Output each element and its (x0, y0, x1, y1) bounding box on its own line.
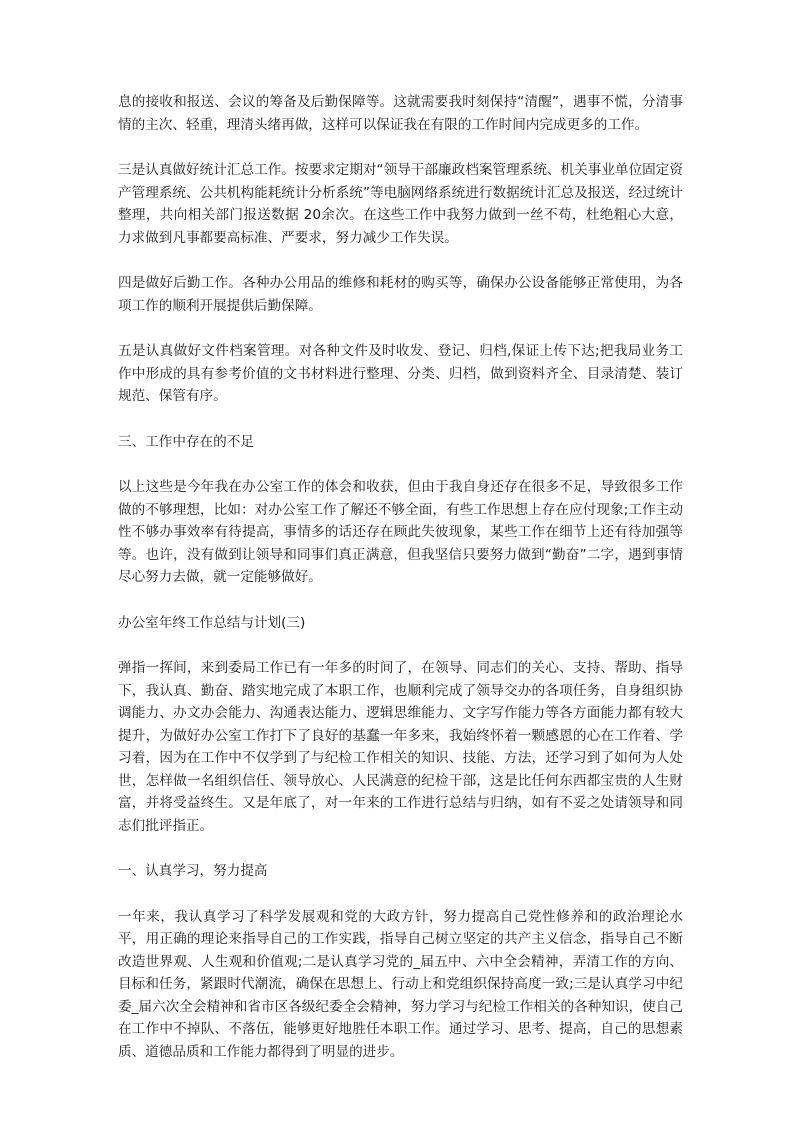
paragraph-study: 一年来，我认真学习了科学发展观和党的大政方针，努力提高自己党性修养和的政治理论水平，用正确的理论来指导自己的工作实践，指导自己树立坚定的共产主义信念，指导自己不断改造世界观、人生观和价值观;二是认真学习党的_届五中、六中全会精神，弄清工作的方向、目标和任务，紧跟时代潮流，确保在思想上、行动上和党组织保持高度一致;三是认真学习中纪委_届六次全会精神和省市区各级纪委全会精神，努力学习与纪检工作相关的各种知识，使自己在工作中不掉队、不落伍，能够更好地胜任本职工作。通过学习、思考、提高，自己的思想素质、道德品质和工作能力都得到了明显的进步。 (118, 908, 683, 1060)
paragraph-shortcomings: 以上这些是今年我在办公室工作的体会和收获，但由于我自身还存在很多不足，导致很多工作做的不够理想，比如：对办公室工作了解还不够全面，有些工作思想上存在应付现象;工作主动性不够办事效率有待提高，事情多的话还存在顾此失彼现象，某些工作在细节上还有待加强等等。也许，没有做到让领导和同事们真正满意，但我坚信只要努力做到“勤奋”二字，遇到事情尽心努力去做，就一定能够做好。 (118, 479, 683, 585)
paragraph-statistics-work: 三是认真做好统计汇总工作。按要求定期对“领导干部廉政档案管理系统、机关事业单位固定资产管理系统、公共机构能耗统计分析系统”等电脑网络系统进行数据统计汇总及报送，经过统计整理，共向相关部门报送数据 20余次。在这些工作中我努力做到一丝不苟，杜绝粗心大意，力求做到凡事都要高标准、严要求，努力减少工作失误。 (118, 162, 683, 246)
paragraph-introduction: 弹指一挥间，来到委局工作已有一年多的时间了，在领导、同志们的关心、支持、帮助、指导下，我认真、勤奋、踏实地完成了本职工作，也顺利完成了领导交办的各项任务，自身组织协调能力、办文办会能力、沟通表达能力、逻辑思维能力、文字写作能力等各方面能力都有较大提升，为做好办公室工作打下了良好的基蠢一年多来，我始终怀着一颗感恩的心在工作着、学习着，因为在工作中不仅学到了与纪检工作相关的知识、技能、方法，还学习到了如何为人处世，怎样做一名组织信任、领导放心、人民满意的纪检干部，这是比任何东西都宝贵的人生财富，并将受益终生。又是年底了，对一年来的工作进行总结与归纳，如有不妥之处请领导和同志们批评指正。 (118, 660, 683, 834)
paragraph-continuation: 息的接收和报送、会议的筹备及后勤保障等。这就需要我时刻保持“清醒”，遇事不慌，分清事情的主次、轻重，理清头绪再做，这样可以保证我在有限的工作时间内完成更多的工作。 (118, 94, 683, 133)
document-page (118, 91, 683, 1086)
section-heading-study: 一、认真学习，努力提高 (118, 863, 268, 879)
section-heading-shortcomings: 三、工作中存在的不足 (118, 433, 254, 450)
document-title-part-three: 办公室年终工作总结与计划(三) (118, 614, 306, 631)
paragraph-logistics-work: 四是做好后勤工作。各种办公用品的维修和耗材的购买等，确保办公设备能够正常使用，为各项工作的顺利开展提供后勤保障。 (118, 275, 683, 314)
paragraph-archive-management: 五是认真做好文件档案管理。对各种文件及时收发、登记、归档,保证上传下达;把我局业务工作中形成的具有参考价值的文书材料进行整理、分类、归档，做到资料齐全、目录清楚、装订规范、保管有序。 (118, 343, 683, 404)
